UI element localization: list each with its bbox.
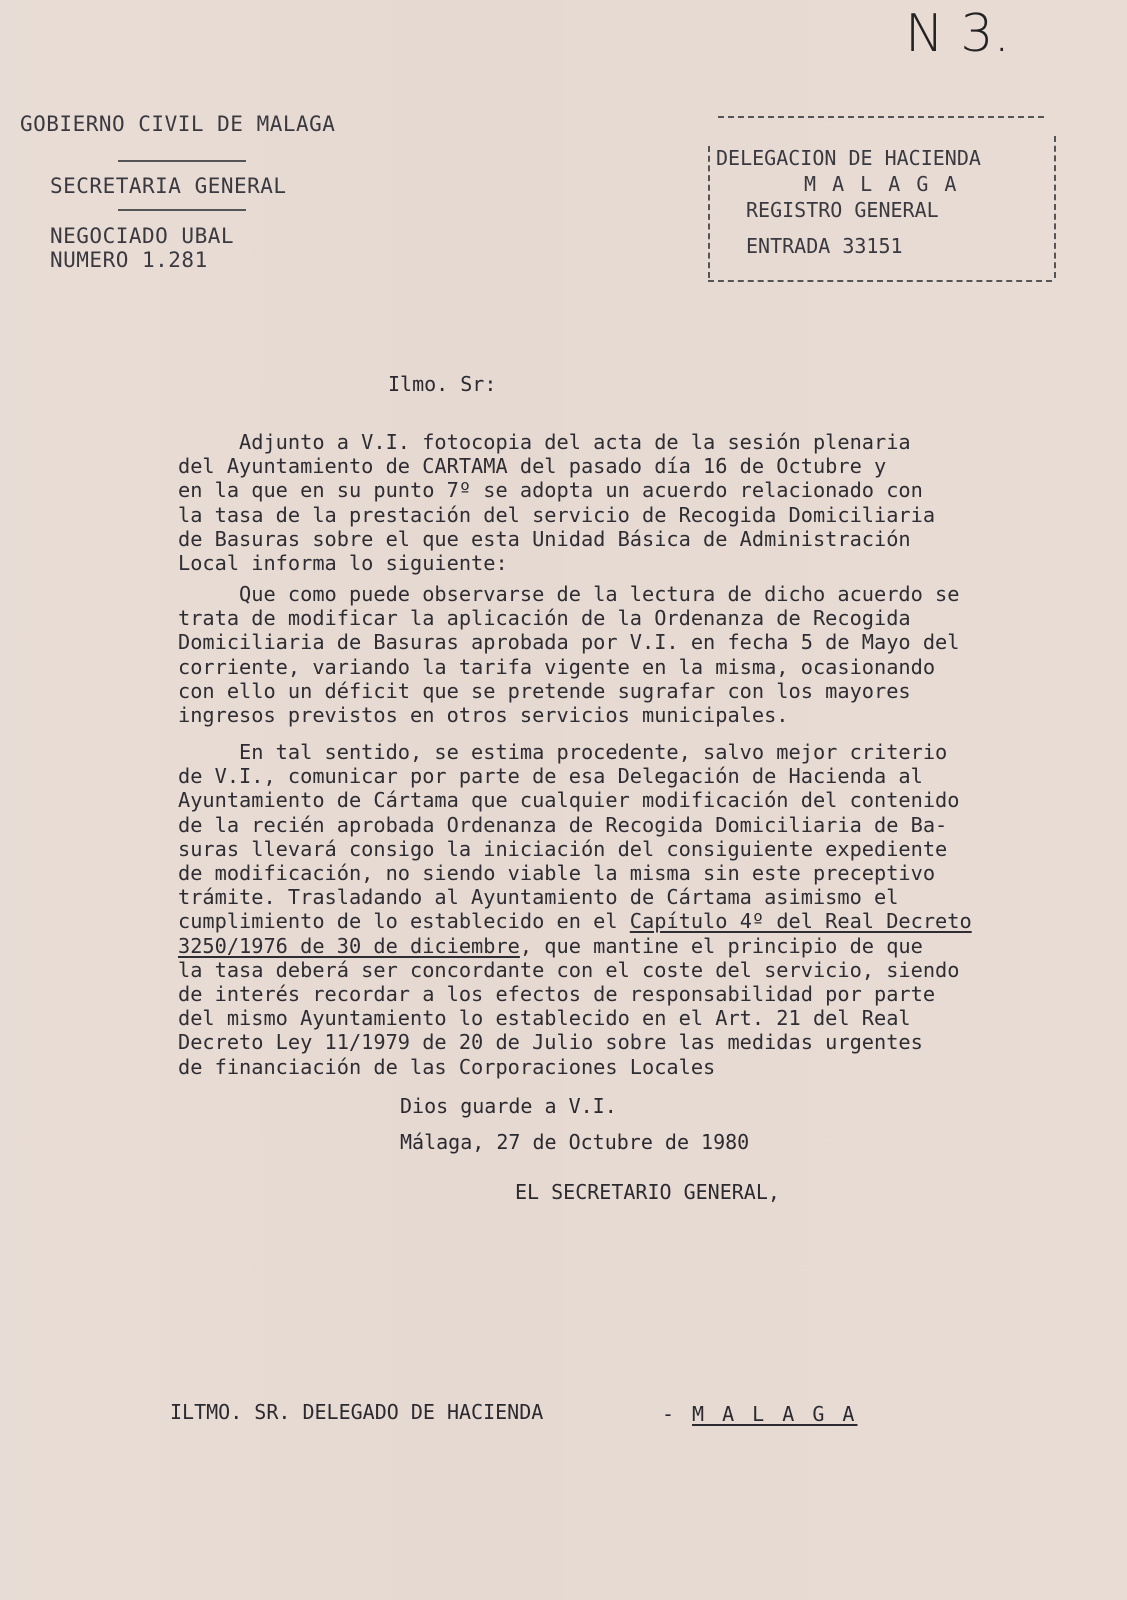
text-line — [178, 909, 1113, 933]
text-segment: , que mantine el principio de que — [519, 933, 923, 958]
stamp-border-bottom — [708, 280, 1052, 282]
issuer-department: SECRETARIA GENERAL — [50, 174, 287, 198]
addressee: ILTMO. SR. DELEGADO DE HACIENDA — [170, 1400, 544, 1424]
text-line: de modificación, no siendo viable la misma sin este preceptivo — [178, 861, 936, 886]
decree-reference-part-1: Capítulo 4º del Real Decreto — [629, 909, 972, 934]
registry-stamp — [708, 116, 1064, 282]
text-line: trata de modificar la aplicación de la Ordenanza de Recogida — [178, 606, 911, 631]
text-line: de V.I., comunicar por parte de esa Delegación de Hacienda al — [178, 764, 923, 789]
issuer-rule-1 — [118, 160, 246, 162]
text-segment: cumplimiento de lo establecido en el — [178, 909, 630, 934]
text-line: Que como puede observarse de la lectura de dicho acuerdo se — [178, 582, 960, 606]
paragraph-1 — [178, 430, 1113, 575]
text-line: En tal sentido, se estima procedente, salvo mejor criterio — [178, 740, 948, 764]
text-line: Adjunto a V.I. fotocopia del acta de la sesión plenaria — [178, 430, 911, 454]
handwritten-number: N 3. — [905, 4, 1011, 64]
text-line: del Ayuntamiento de CARTAMA del pasado día 16 de Octubre y — [178, 454, 887, 479]
decree-reference-part-2: 3250/1976 de 30 de diciembre — [178, 933, 520, 958]
salutation: Ilmo. Sr: — [388, 372, 497, 396]
text-line: de Basuras sobre el que esta Unidad Básica de Administración — [178, 526, 911, 551]
text-line: trámite. Trasladando al Ayuntamiento de Cártama asimismo el — [178, 885, 899, 910]
stamp-office: DELEGACION DE HACIENDA — [716, 146, 981, 170]
addressee-dash: - — [662, 1402, 675, 1426]
text-line: Ayuntamiento de Cártama que cualquier modificación del contenido — [178, 788, 960, 813]
closing-formula: Dios guarde a V.I. — [400, 1094, 617, 1118]
issuer-number: NUMERO 1.281 — [50, 248, 208, 272]
issuer-rule-2 — [118, 209, 246, 211]
text-line: con ello un déficit que se pretende sugrafar con los mayores — [178, 678, 911, 703]
text-line: del mismo Ayuntamiento lo establecido en el Art. 21 del Real — [178, 1006, 911, 1031]
stamp-city: M A L A G A — [804, 172, 959, 196]
paragraph-3 — [178, 740, 1113, 1079]
issuer-name: GOBIERNO CIVIL DE MALAGA — [20, 112, 336, 136]
text-line: Domiciliaria de Basuras aprobada por V.I. en fecha 5 de Mayo del — [178, 630, 960, 655]
text-line: la tasa de la prestación del servicio de Recogida Domiciliaria — [178, 502, 936, 527]
text-line: Decreto Ley 11/1979 de 20 de Julio sobre las medidas urgentes — [178, 1030, 923, 1055]
text-line: la tasa deberá ser concordante con el coste del servicio, siendo — [178, 957, 960, 982]
text-line: en la que en su punto 7º se adopta un acuerdo relacionado con — [178, 478, 923, 503]
stamp-border-right — [1054, 136, 1056, 278]
stamp-border-left — [708, 146, 710, 278]
text-line: de financiación de las Corporaciones Locales — [178, 1054, 716, 1079]
text-line: Local informa lo siguiente: — [178, 551, 508, 576]
text-line: de interés recordar a los efectos de responsabilidad por parte — [178, 982, 936, 1007]
stamp-entry-number: ENTRADA 33151 — [746, 234, 903, 258]
text-line: suras llevará consigo la iniciación del consiguiente expediente — [178, 836, 948, 861]
text-line: ingresos previstos en otros servicios municipales. — [178, 703, 789, 728]
text-line — [178, 934, 1113, 958]
place-and-date: Málaga, 27 de Octubre de 1980 — [400, 1130, 750, 1154]
signatory-title: EL SECRETARIO GENERAL, — [515, 1180, 780, 1204]
paragraph-2 — [178, 582, 1113, 727]
text-line: de la recién aprobada Ordenanza de Recogida Domiciliaria de Ba- — [178, 812, 948, 837]
addressee-city: M A L A G A — [692, 1402, 858, 1426]
text-line: corriente, variando la tarifa vigente en la misma, ocasionando — [178, 654, 936, 679]
stamp-registry: REGISTRO GENERAL — [746, 198, 939, 222]
issuer-office: NEGOCIADO UBAL — [50, 224, 235, 248]
stamp-border-top — [718, 116, 1044, 118]
